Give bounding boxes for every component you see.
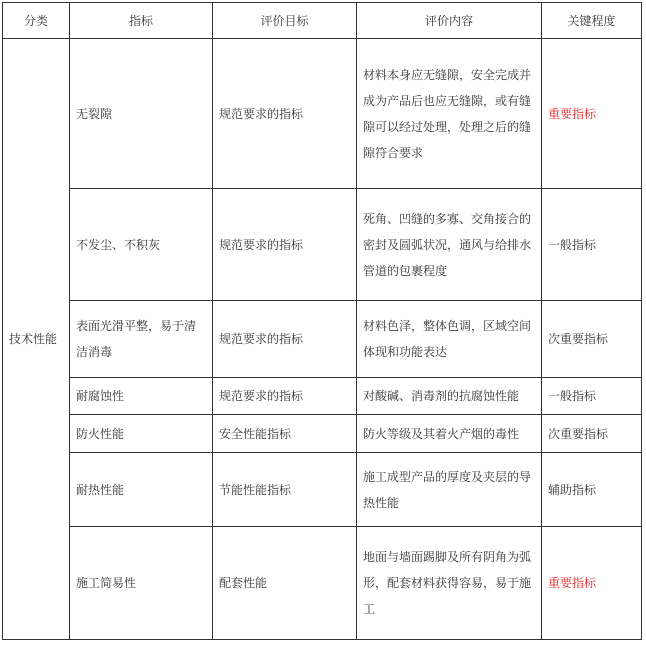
- target-cell: 配套性能: [213, 527, 357, 640]
- table-row: [3, 189, 642, 301]
- content-cell: 死角、凹缝的多寡、交角接合的密封及圆弧状况，通风与给排水管道的包裹程度: [357, 189, 542, 301]
- importance-cell: 次重要指标: [542, 415, 642, 453]
- content-cell: 施工成型产品的厚度及夹层的导热性能: [357, 453, 542, 527]
- table-row: [3, 453, 642, 527]
- header-target: 评价目标: [213, 3, 357, 39]
- content-cell: 地面与墙面踢脚及所有阴角为弧形，配套材料获得容易，易于施工: [357, 527, 542, 640]
- table-row: [3, 301, 642, 378]
- header-indicator: 指标: [70, 3, 213, 39]
- target-cell: 规范要求的指标: [213, 189, 357, 301]
- importance-cell: 次重要指标: [542, 301, 642, 378]
- indicator-cell: 无裂隙: [70, 39, 213, 189]
- table-row: [3, 527, 642, 640]
- category-cell: 技术性能: [3, 39, 70, 640]
- importance-cell: 重要指标: [542, 527, 642, 640]
- header-category: 分类: [3, 3, 70, 39]
- indicator-cell: 不发尘、不积灰: [70, 189, 213, 301]
- evaluation-table: [2, 2, 642, 640]
- target-cell: 节能性能指标: [213, 453, 357, 527]
- indicator-cell: 表面光滑平整，易于清洁消毒: [70, 301, 213, 378]
- header-content: 评价内容: [357, 3, 542, 39]
- header-importance: 关键程度: [542, 3, 642, 39]
- table-row: [3, 415, 642, 453]
- importance-cell: 辅助指标: [542, 453, 642, 527]
- importance-cell: 一般指标: [542, 189, 642, 301]
- importance-cell: 重要指标: [542, 39, 642, 189]
- table-row: [3, 39, 642, 189]
- target-cell: 规范要求的指标: [213, 39, 357, 189]
- content-cell: 材料色泽，整体色调，区域空间体现和功能表达: [357, 301, 542, 378]
- indicator-cell: 施工简易性: [70, 527, 213, 640]
- indicator-cell: 耐腐蚀性: [70, 378, 213, 415]
- importance-cell: 一般指标: [542, 378, 642, 415]
- table-row: [3, 378, 642, 415]
- content-cell: 对酸碱、消毒剂的抗腐蚀性能: [357, 378, 542, 415]
- indicator-cell: 耐热性能: [70, 453, 213, 527]
- table-wrapper: [2, 2, 642, 640]
- content-cell: 材料本身应无缝隙，安全完成并成为产品后也应无缝隙，或有缝隙可以经过处理，处理之后的缝隙符合要求: [357, 39, 542, 189]
- target-cell: 规范要求的指标: [213, 378, 357, 415]
- content-cell: 防火等级及其着火产烟的毒性: [357, 415, 542, 453]
- target-cell: 安全性能指标: [213, 415, 357, 453]
- target-cell: 规范要求的指标: [213, 301, 357, 378]
- header-row: [3, 3, 642, 39]
- indicator-cell: 防火性能: [70, 415, 213, 453]
